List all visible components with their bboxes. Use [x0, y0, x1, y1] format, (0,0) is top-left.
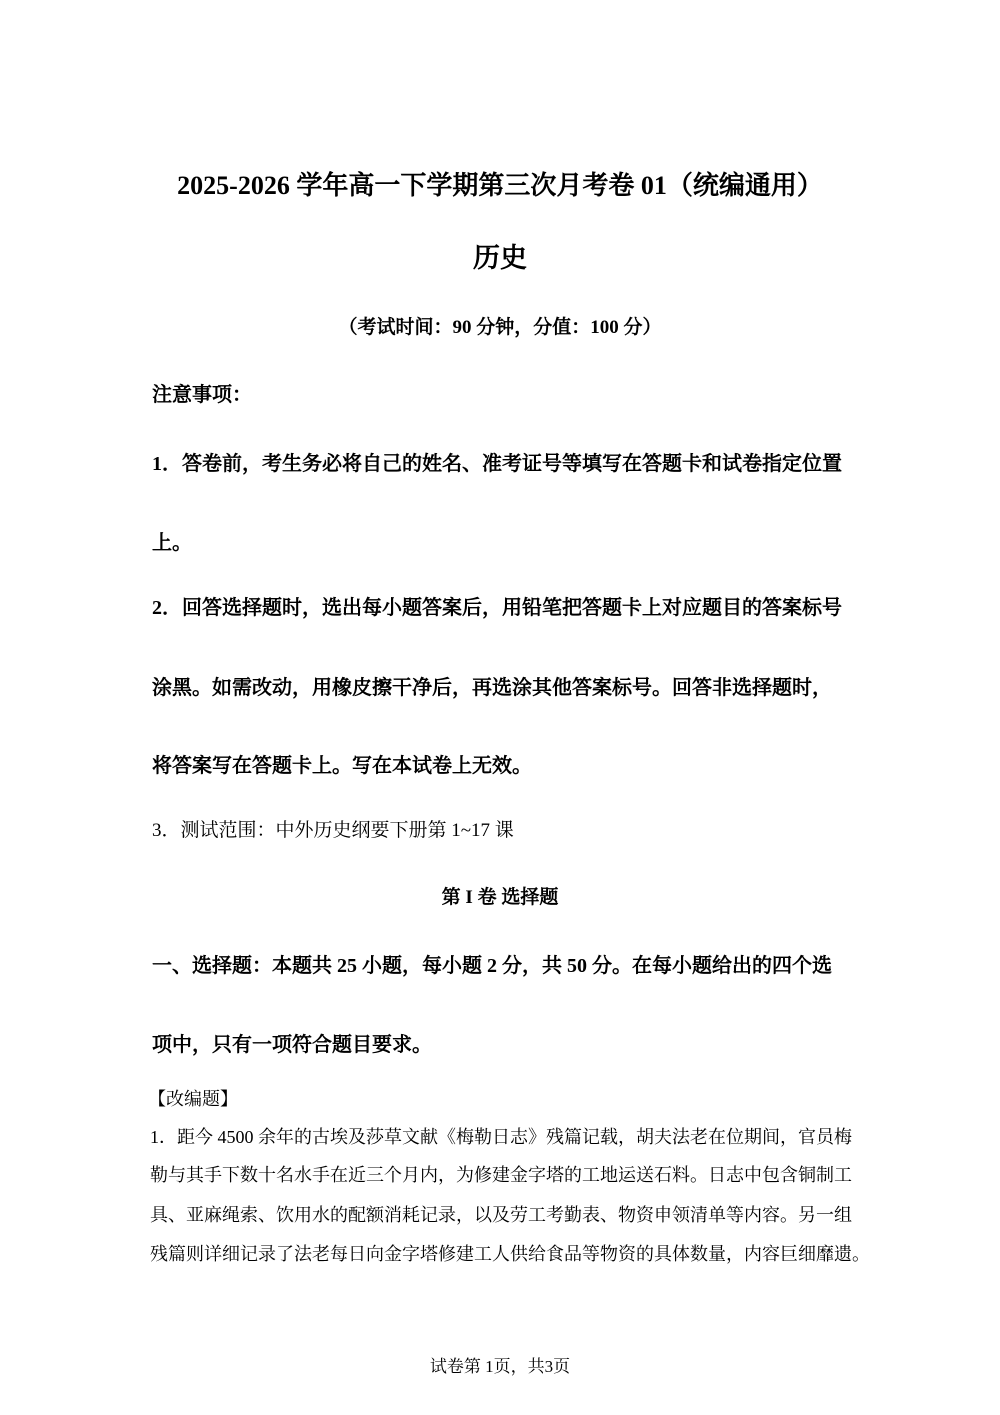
note-1-line-1: 1．答卷前，考生务必将自己的姓名、准考证号等填写在答题卡和试卷指定位置	[152, 453, 842, 475]
note-2-line-1: 2．回答选择题时，选出每小题答案后，用铅笔把答题卡上对应题目的答案标号	[152, 597, 842, 619]
subject-title: 历史	[473, 243, 527, 273]
section-title: 第 I 卷 选择题	[441, 887, 559, 908]
instruction-line-2: 项中，只有一项符合题目要求。	[152, 1034, 432, 1056]
exam-info: （考试时间：90 分钟，分值：100 分）	[338, 317, 662, 338]
note-2-line-3: 将答案写在答题卡上。写在本试卷上无效。	[152, 755, 532, 777]
document-title: 2025-2026 学年高一下学期第三次月考卷 01（统编通用）	[177, 171, 823, 200]
note-1-line-2: 上。	[152, 532, 192, 554]
question-1-line-1: 1．距今 4500 余年的古埃及莎草文献《梅勒日志》残篇记载，胡夫法老在位期间，官员梅	[150, 1127, 852, 1147]
question-1-line-2: 勒与其手下数十名水手在近三个月内，为修建金字塔的工地运送石料。日志中包含铜制工	[150, 1165, 852, 1185]
question-1-line-4: 残篇则详细记录了法老每日向金字塔修建工人供给食品等物资的具体数量，内容巨细靡遗。	[150, 1244, 870, 1264]
page-footer: 试卷第 1页，共3页	[429, 1357, 571, 1376]
notes-heading: 注意事项：	[152, 384, 252, 406]
note-3-line-1: 3．测试范围：中外历史纲要下册第 1~17 课	[152, 820, 514, 841]
question-tag: 【改编题】	[148, 1089, 238, 1109]
instruction-line-1: 一、选择题：本题共 25 小题，每小题 2 分，共 50 分。在每小题给出的四个选	[152, 955, 832, 977]
question-1-line-3: 具、亚麻绳索、饮用水的配额消耗记录，以及劳工考勤表、物资申领清单等内容。另一组	[150, 1205, 852, 1225]
note-2-line-2: 涂黑。如需改动，用橡皮擦干净后，再选涂其他答案标号。回答非选择题时，	[152, 677, 832, 699]
